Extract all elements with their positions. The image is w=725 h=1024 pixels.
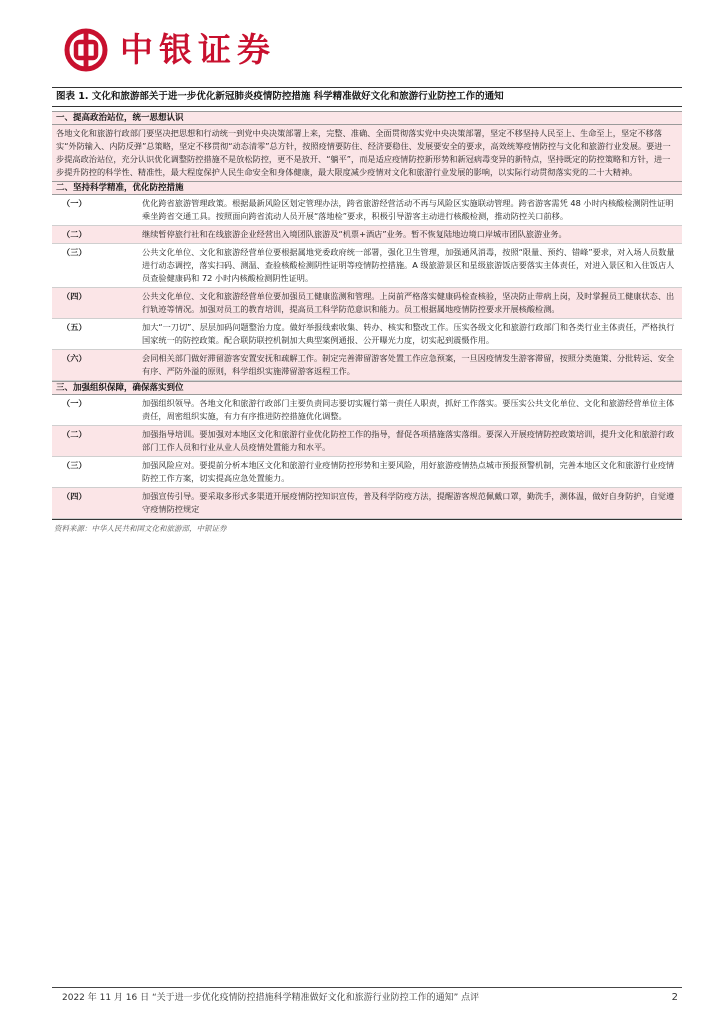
item-text: 加大“一刀切”、层层加码问题整治力度。做好举报线索收集、转办、核实和整改工作。压实各级文化和旅游行政部门和各类行业主体责任，严格执行国家统一的防控政策。配合联防联控机制加大典型案例通报、公开曝光力度，切实起到震慑作用。: [142, 322, 675, 345]
item-text: 优化跨省旅游管理政策。根据最新风险区划定管理办法，跨省旅游经营活动不再与风险区实施联动管理。跨省游客需凭 48 小时内核酸检测阴性证明乘坐跨省交通工具。按照面向跨省流动人员开展“落地检”要求，积极引导游客主动进行核酸检测，推动防控关口前移。: [142, 198, 674, 221]
section-1: [52, 111, 682, 181]
source-note: 资料来源：中华人民共和国文化和旅游部，中银证券: [52, 519, 682, 534]
brand-logo: [64, 28, 276, 72]
page-number: 2: [671, 992, 678, 1003]
table-row: [52, 488, 682, 519]
item-number: （六）: [62, 353, 87, 363]
bank-of-china-logo-icon: [64, 28, 108, 72]
item-number: （四）: [62, 291, 87, 301]
table-row: [52, 426, 682, 457]
item-number: （四）: [62, 491, 87, 501]
section-2: [52, 181, 682, 381]
section-paragraph: 各地文化和旅游行政部门要坚决把思想和行动统一到党中央决策部署上来，完整、准确、全面贯彻落实党中央决策部署，坚定不移坚持人民至上、生命至上，坚定不移落实“外防输入、内防反弹”总策略，坚定不移贯彻“动态清零”总方针，按照疫情要防住、经济要稳住、发展要安全的要求，高效统筹疫情防控与文化和旅游行业发展。要进一步提高政治站位，充分认识优化调整防控措施不是放松防控，更不是放开、“躺平”，而是适应疫情防控新形势和新冠病毒变异的新特点，坚持既定的防控策略和方针，进一步提升防控的科学性、精准性，最大程度保护人民生命安全和身体健康，最大限度减少疫情对文化和旅游行业发展的影响，以实际行动贯彻落实党的二十大精神。: [52, 125, 682, 181]
section-3: [52, 381, 682, 519]
table-row: [52, 244, 682, 288]
section-heading: 二、坚持科学精准，优化防控措施: [52, 181, 682, 195]
item-text: 公共文化单位、文化和旅游经营单位要根据属地党委政府统一部署，强化卫生管理，加强通风消毒，按照“限量、预约、错峰”要求，对入场人员数量进行动态调控，落实扫码、测温、查验核酸检测阴性证明等疫情防控措施。A 级旅游景区和星级旅游饭店要落实主体责任，对进入景区和入住饭店人员查验健康码和 72 小时内核酸检测阴性证明。: [142, 247, 675, 283]
table-row: [52, 319, 682, 350]
item-number: （三）: [62, 247, 87, 257]
brand-name: 中银证券: [120, 30, 276, 69]
item-text: 会同相关部门做好滞留游客安置安抚和疏解工作。制定完善滞留游客处置工作应急预案，一旦因疫情发生游客滞留，按照分类施策、分批转运、安全有序、严防外溢的原则，科学组织实施滞留游客返程工作。: [142, 353, 675, 376]
item-text: 加强宣传引导。要采取多形式多渠道开展疫情防控知识宣传，普及科学防疫方法，提醒游客规范佩戴口罩，勤洗手，测体温，做好自身防护，自觉遵守疫情防控规定: [142, 491, 675, 514]
table-row: [52, 457, 682, 488]
section-heading: 三、加强组织保障，确保落实到位: [52, 381, 682, 395]
policy-table: [52, 111, 682, 534]
item-text: 加强指导培训。要加强对本地区文化和旅游行业优化防控工作的指导，督促各项措施落实落细。要深入开展疫情防控政策培训，提升文化和旅游行政部门工作人员和行业从业人员疫情处置能力和水平。: [142, 429, 675, 452]
table-row: [52, 350, 682, 381]
table-row: [52, 395, 682, 426]
item-number: （一）: [62, 198, 87, 208]
table-row: [52, 195, 682, 226]
section-heading: 一、提高政治站位，统一思想认识: [52, 111, 682, 125]
item-number: （五）: [62, 322, 87, 332]
item-text: 公共文化单位、文化和旅游经营单位要加强员工健康监测和管理。上岗前严格落实健康码检查核验，坚决防止带病上岗，及时掌握员工健康状态、出行轨迹等情况。加强对员工的教育培训，提高员工科学防范意识和能力。员工根据属地疫情防控要求开展核酸检测。: [142, 291, 675, 314]
item-number: （二）: [62, 429, 87, 439]
footer-text: 2022 年 11 月 16 日 “关于进一步优化疫情防控措施科学精准做好文化和旅游行业防控工作的通知” 点评: [62, 993, 480, 1003]
item-number: （二）: [62, 229, 87, 239]
item-number: （一）: [62, 398, 87, 408]
figure-title: 图表 1. 文化和旅游部关于进一步优化新冠肺炎疫情防控措施 科学精准做好文化和旅游行业防控工作的通知: [52, 87, 682, 107]
table-row: [52, 226, 682, 244]
page-footer: [52, 987, 682, 1009]
item-number: （三）: [62, 460, 87, 470]
item-text: 继续暂停旅行社和在线旅游企业经营出入境团队旅游及“机票+酒店”业务。暂不恢复陆地边境口岸城市团队旅游业务。: [142, 229, 567, 239]
item-text: 加强组织领导。各地文化和旅游行政部门主要负责同志要切实履行第一责任人职责，抓好工作落实。要压实公共文化单位、文化和旅游经营单位主体责任，周密组织实施，有力有序推进防控措施优化调整。: [142, 398, 675, 421]
table-row: [52, 288, 682, 319]
item-text: 加强风险应对。要提前分析本地区文化和旅游行业疫情防控形势和主要风险，用好旅游疫情热点城市预报预警机制，完善本地区文化和旅游行业疫情防控工作方案，切实提高应急处置能力。: [142, 460, 675, 483]
